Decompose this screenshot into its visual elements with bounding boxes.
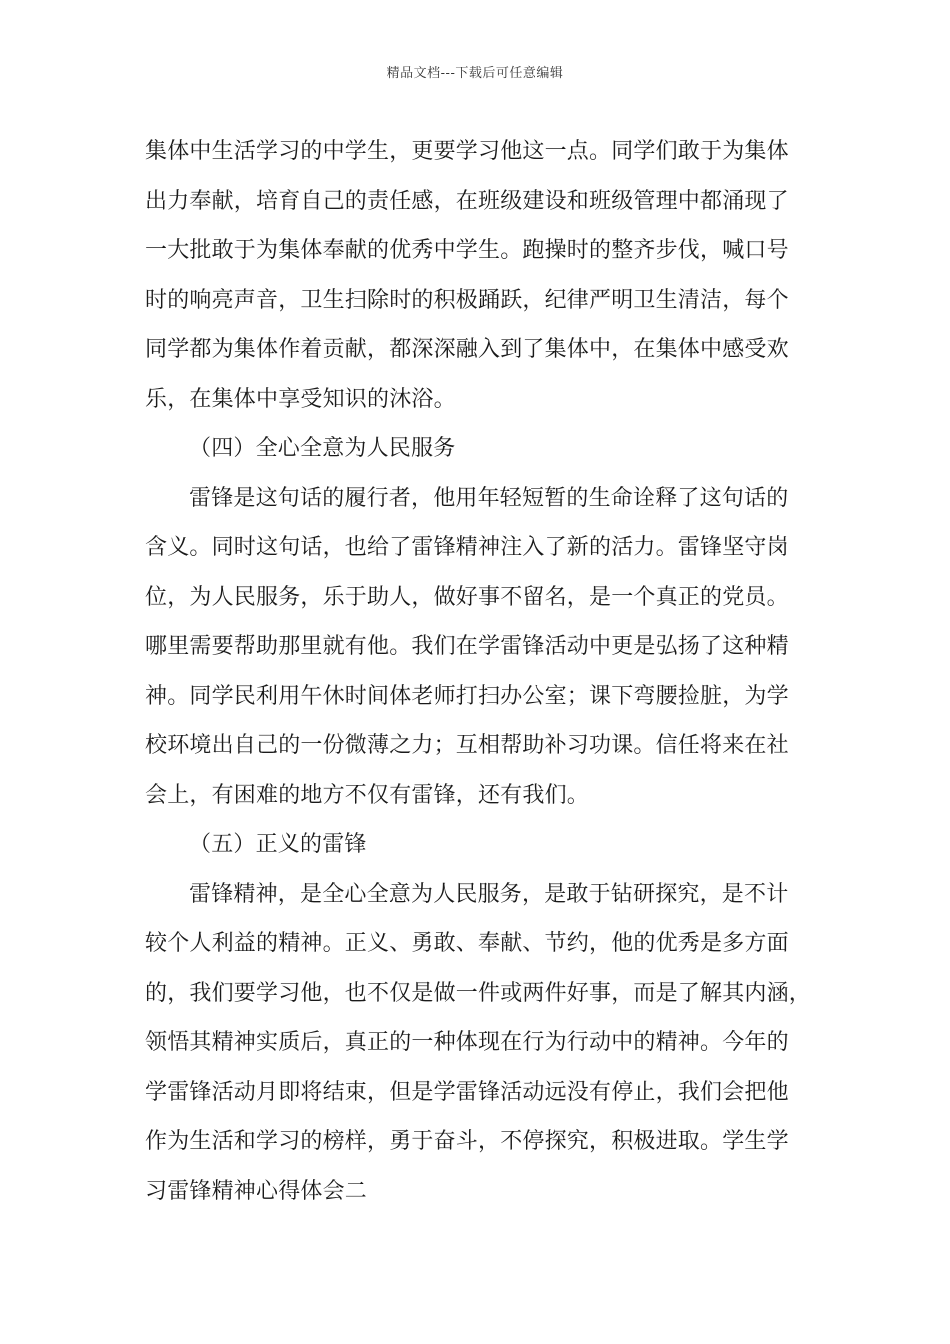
text-line: （五）正义的雷锋: [189, 832, 367, 857]
text-line: 集体中生活学习的中学生，更要学习他这一点。同学们敢于为集体: [145, 139, 789, 164]
text-line: 会上，有困难的地方不仅有雷锋，还有我们。: [145, 782, 590, 808]
text-line: 哪里需要帮助那里就有他。我们在学雷锋活动中更是弘扬了这种精: [145, 634, 789, 659]
text-line: 较个人利益的精神。正义、勇敢、奉献、节约，他的优秀是多方面: [145, 931, 789, 956]
page-header: 精品文档---下载后可任意编辑: [386, 66, 564, 81]
text-line: 同学都为集体作着贡献，都深深融入到了集体中，在集体中感受欢: [145, 337, 789, 362]
text-line: 含义。同时这句话，也给了雷锋精神注入了新的活力。雷锋坚守岗: [145, 535, 789, 560]
text-line: 习雷锋精神心得体会二: [145, 1178, 368, 1204]
text-line: 乐，在集体中享受知识的沐浴。: [145, 386, 456, 412]
text-line: 时的响亮声音，卫生扫除时的积极踊跃，纪律严明卫生清洁，每个: [145, 287, 789, 313]
text-line: 位，为人民服务，乐于助人，做好事不留名，是一个真正的党员。: [145, 584, 789, 610]
text-line: 一大批敢于为集体奉献的优秀中学生。跑操时的整齐步伐，喊口号: [145, 238, 789, 263]
text-line: 出力奉献，培育自己的责任感，在班级建设和班级管理中都涌现了: [145, 188, 789, 214]
document-body: [145, 130, 815, 1219]
text-line: 雷锋精神，是全心全意为人民服务，是敢于钻研探究，是不计: [189, 881, 789, 907]
text-line: 神。同学民利用午休时间体老师打扫办公室；课下弯腰捡脏，为学: [145, 683, 789, 709]
text-line: 学雷锋活动月即将结束，但是学雷锋活动远没有停止，我们会把他: [145, 1079, 789, 1105]
text-line: 的，我们要学习他，也不仅是做一件或两件好事，而是了解其内涵，: [145, 980, 812, 1006]
text-line: 雷锋是这句话的履行者，他用年轻短暂的生命诠释了这句话的: [189, 485, 789, 511]
text-line: 作为生活和学习的榜样，勇于奋斗，不停探究，积极进取。学生学: [145, 1129, 789, 1154]
text-line: 领悟其精神实质后，真正的一种体现在行为行动中的精神。今年的: [145, 1030, 789, 1055]
text-line: （四）全心全意为人民服务: [189, 436, 456, 461]
text-line: 校环境出自己的一份微薄之力；互相帮助补习功课。信任将来在社: [145, 733, 789, 758]
